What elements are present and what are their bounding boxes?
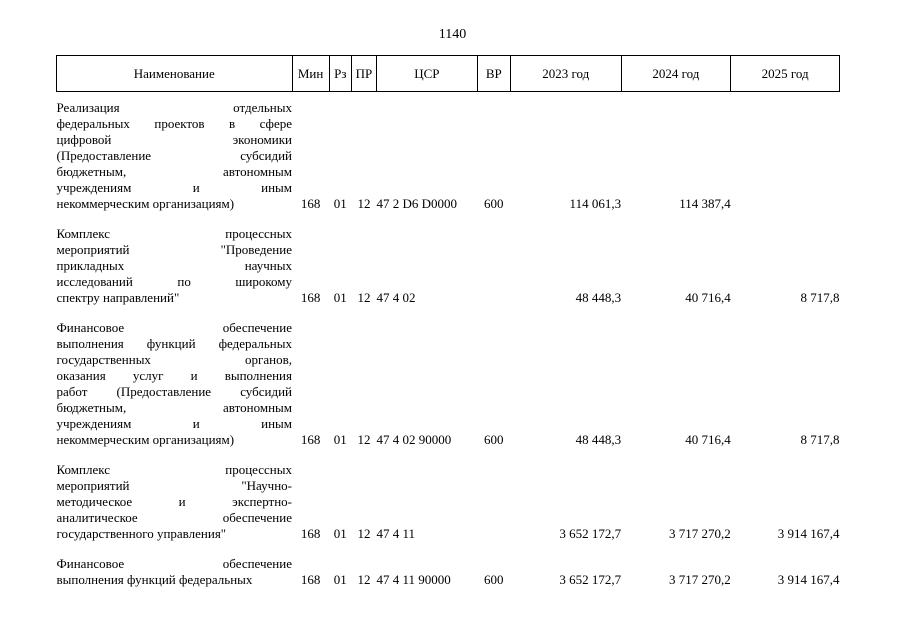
- vr-cell: 600: [484, 572, 504, 587]
- amount-2025-cell: 3 914 167,4: [777, 572, 840, 587]
- row-spacer: [57, 448, 840, 462]
- csr-cell: 47 2 D6 D0000: [376, 196, 458, 211]
- header-pr: ПР: [351, 56, 376, 92]
- page-number: 1140: [438, 27, 467, 42]
- name-line: учреждениям и иным: [56, 416, 292, 431]
- row-spacer-cell: [57, 92, 840, 101]
- row-spacer: [57, 542, 840, 556]
- header-name: Наименование: [57, 56, 293, 92]
- csr-cell: 47 4 11 90000: [376, 572, 451, 587]
- name-line: работ (Предоставление субсидий: [56, 384, 292, 399]
- name-line: выполнения функций федеральных: [56, 572, 253, 587]
- name-line: прикладных научных: [56, 258, 292, 273]
- min-cell: 168: [300, 290, 321, 305]
- name-line: выполнения функций федеральных: [56, 336, 292, 351]
- name-line: бюджетным, автономным: [56, 164, 292, 179]
- amount-2024-cell: 114 387,4: [679, 196, 731, 211]
- budget-table: [56, 55, 840, 588]
- rz-cell: 01: [333, 572, 347, 587]
- table-row: [57, 100, 840, 212]
- name-cell: [57, 462, 293, 542]
- vr-cell: [477, 462, 510, 542]
- pr-cell: 12: [357, 572, 371, 587]
- name-line: бюджетным, автономным: [56, 400, 292, 415]
- pr-cell: 12: [357, 432, 371, 447]
- amount-2023-cell: 48 448,3: [575, 290, 622, 305]
- name-line: аналитическое обеспечение: [56, 510, 292, 525]
- name-line: Финансовое обеспечение: [56, 320, 292, 335]
- row-spacer-cell: [57, 212, 840, 226]
- rz-cell: 01: [333, 526, 347, 541]
- min-cell: 168: [300, 572, 321, 587]
- name-line: некоммерческим организациям): [56, 432, 235, 447]
- amount-2025-cell: [731, 100, 840, 212]
- name-cell: [57, 320, 293, 448]
- header-csr: ЦСР: [377, 56, 478, 92]
- name-line: государственного управления": [56, 526, 227, 541]
- table-header-row: [57, 56, 840, 92]
- amount-2024-cell: 40 716,4: [685, 290, 731, 305]
- rz-cell: 01: [333, 432, 347, 447]
- row-spacer: [57, 92, 840, 101]
- csr-cell: 47 4 02 90000: [376, 432, 452, 447]
- row-spacer-cell: [57, 542, 840, 556]
- row-spacer-cell: [57, 448, 840, 462]
- name-line: исследований по широкому: [56, 274, 292, 289]
- vr-cell: [477, 226, 510, 306]
- name-line: учреждениям и иным: [56, 180, 292, 195]
- name-line: Комплекс процессных: [56, 462, 292, 477]
- amount-2023-cell: 3 652 172,7: [559, 572, 622, 587]
- name-line: спектру направлений": [56, 290, 180, 305]
- vr-cell: 600: [484, 196, 504, 211]
- row-spacer: [57, 212, 840, 226]
- pr-cell: 12: [357, 290, 371, 305]
- name-line: мероприятий "Проведение: [56, 242, 292, 257]
- amount-2024-cell: 3 717 270,2: [669, 572, 731, 587]
- pr-cell: 12: [357, 196, 371, 211]
- row-spacer: [57, 306, 840, 320]
- header-2025: 2025 год: [731, 56, 840, 92]
- name-line: Реализация отдельных: [56, 100, 292, 115]
- rz-cell: 01: [333, 196, 347, 211]
- min-cell: 168: [300, 526, 321, 541]
- min-cell: 168: [300, 196, 321, 211]
- table-body: [57, 92, 840, 589]
- name-line: цифровой экономики: [56, 132, 292, 147]
- name-cell: [57, 556, 293, 588]
- table-row: [57, 556, 840, 588]
- table-row: [57, 226, 840, 306]
- name-line: оказания услуг и выполнения: [56, 368, 292, 383]
- header-min: Мин: [292, 56, 329, 92]
- header-2024: 2024 год: [621, 56, 731, 92]
- amount-2023-cell: 48 448,3: [575, 432, 622, 447]
- header-vr: ВР: [477, 56, 510, 92]
- name-line: мероприятий "Научно-: [56, 478, 292, 493]
- csr-cell: 47 4 11: [376, 526, 416, 541]
- amount-2025-cell: 8 717,8: [800, 432, 840, 447]
- header-2023: 2023 год: [510, 56, 621, 92]
- name-line: федеральных проектов в сфере: [56, 116, 292, 131]
- name-line: методическое и экспертно-: [56, 494, 292, 509]
- row-spacer-cell: [57, 306, 840, 320]
- csr-cell: 47 4 02: [376, 290, 416, 305]
- rz-cell: 01: [333, 290, 347, 305]
- amount-2024-cell: 3 717 270,2: [669, 526, 731, 541]
- name-line: Комплекс процессных: [56, 226, 292, 241]
- amount-2025-cell: 3 914 167,4: [777, 526, 840, 541]
- name-line: государственных органов,: [56, 352, 292, 367]
- table-row: [57, 320, 840, 448]
- pr-cell: 12: [357, 526, 371, 541]
- min-cell: 168: [300, 432, 321, 447]
- name-cell: [57, 226, 293, 306]
- name-line: некоммерческим организациям): [56, 196, 235, 211]
- table-row: [57, 462, 840, 542]
- name-line: (Предоставление субсидий: [56, 148, 292, 163]
- amount-2023-cell: 3 652 172,7: [559, 526, 622, 541]
- name-cell: [57, 100, 293, 212]
- header-rz: Рз: [329, 56, 351, 92]
- name-line: Финансовое обеспечение: [56, 556, 292, 571]
- amount-2023-cell: 114 061,3: [569, 196, 622, 211]
- amount-2025-cell: 8 717,8: [800, 290, 840, 305]
- amount-2024-cell: 40 716,4: [685, 432, 731, 447]
- vr-cell: 600: [484, 432, 504, 447]
